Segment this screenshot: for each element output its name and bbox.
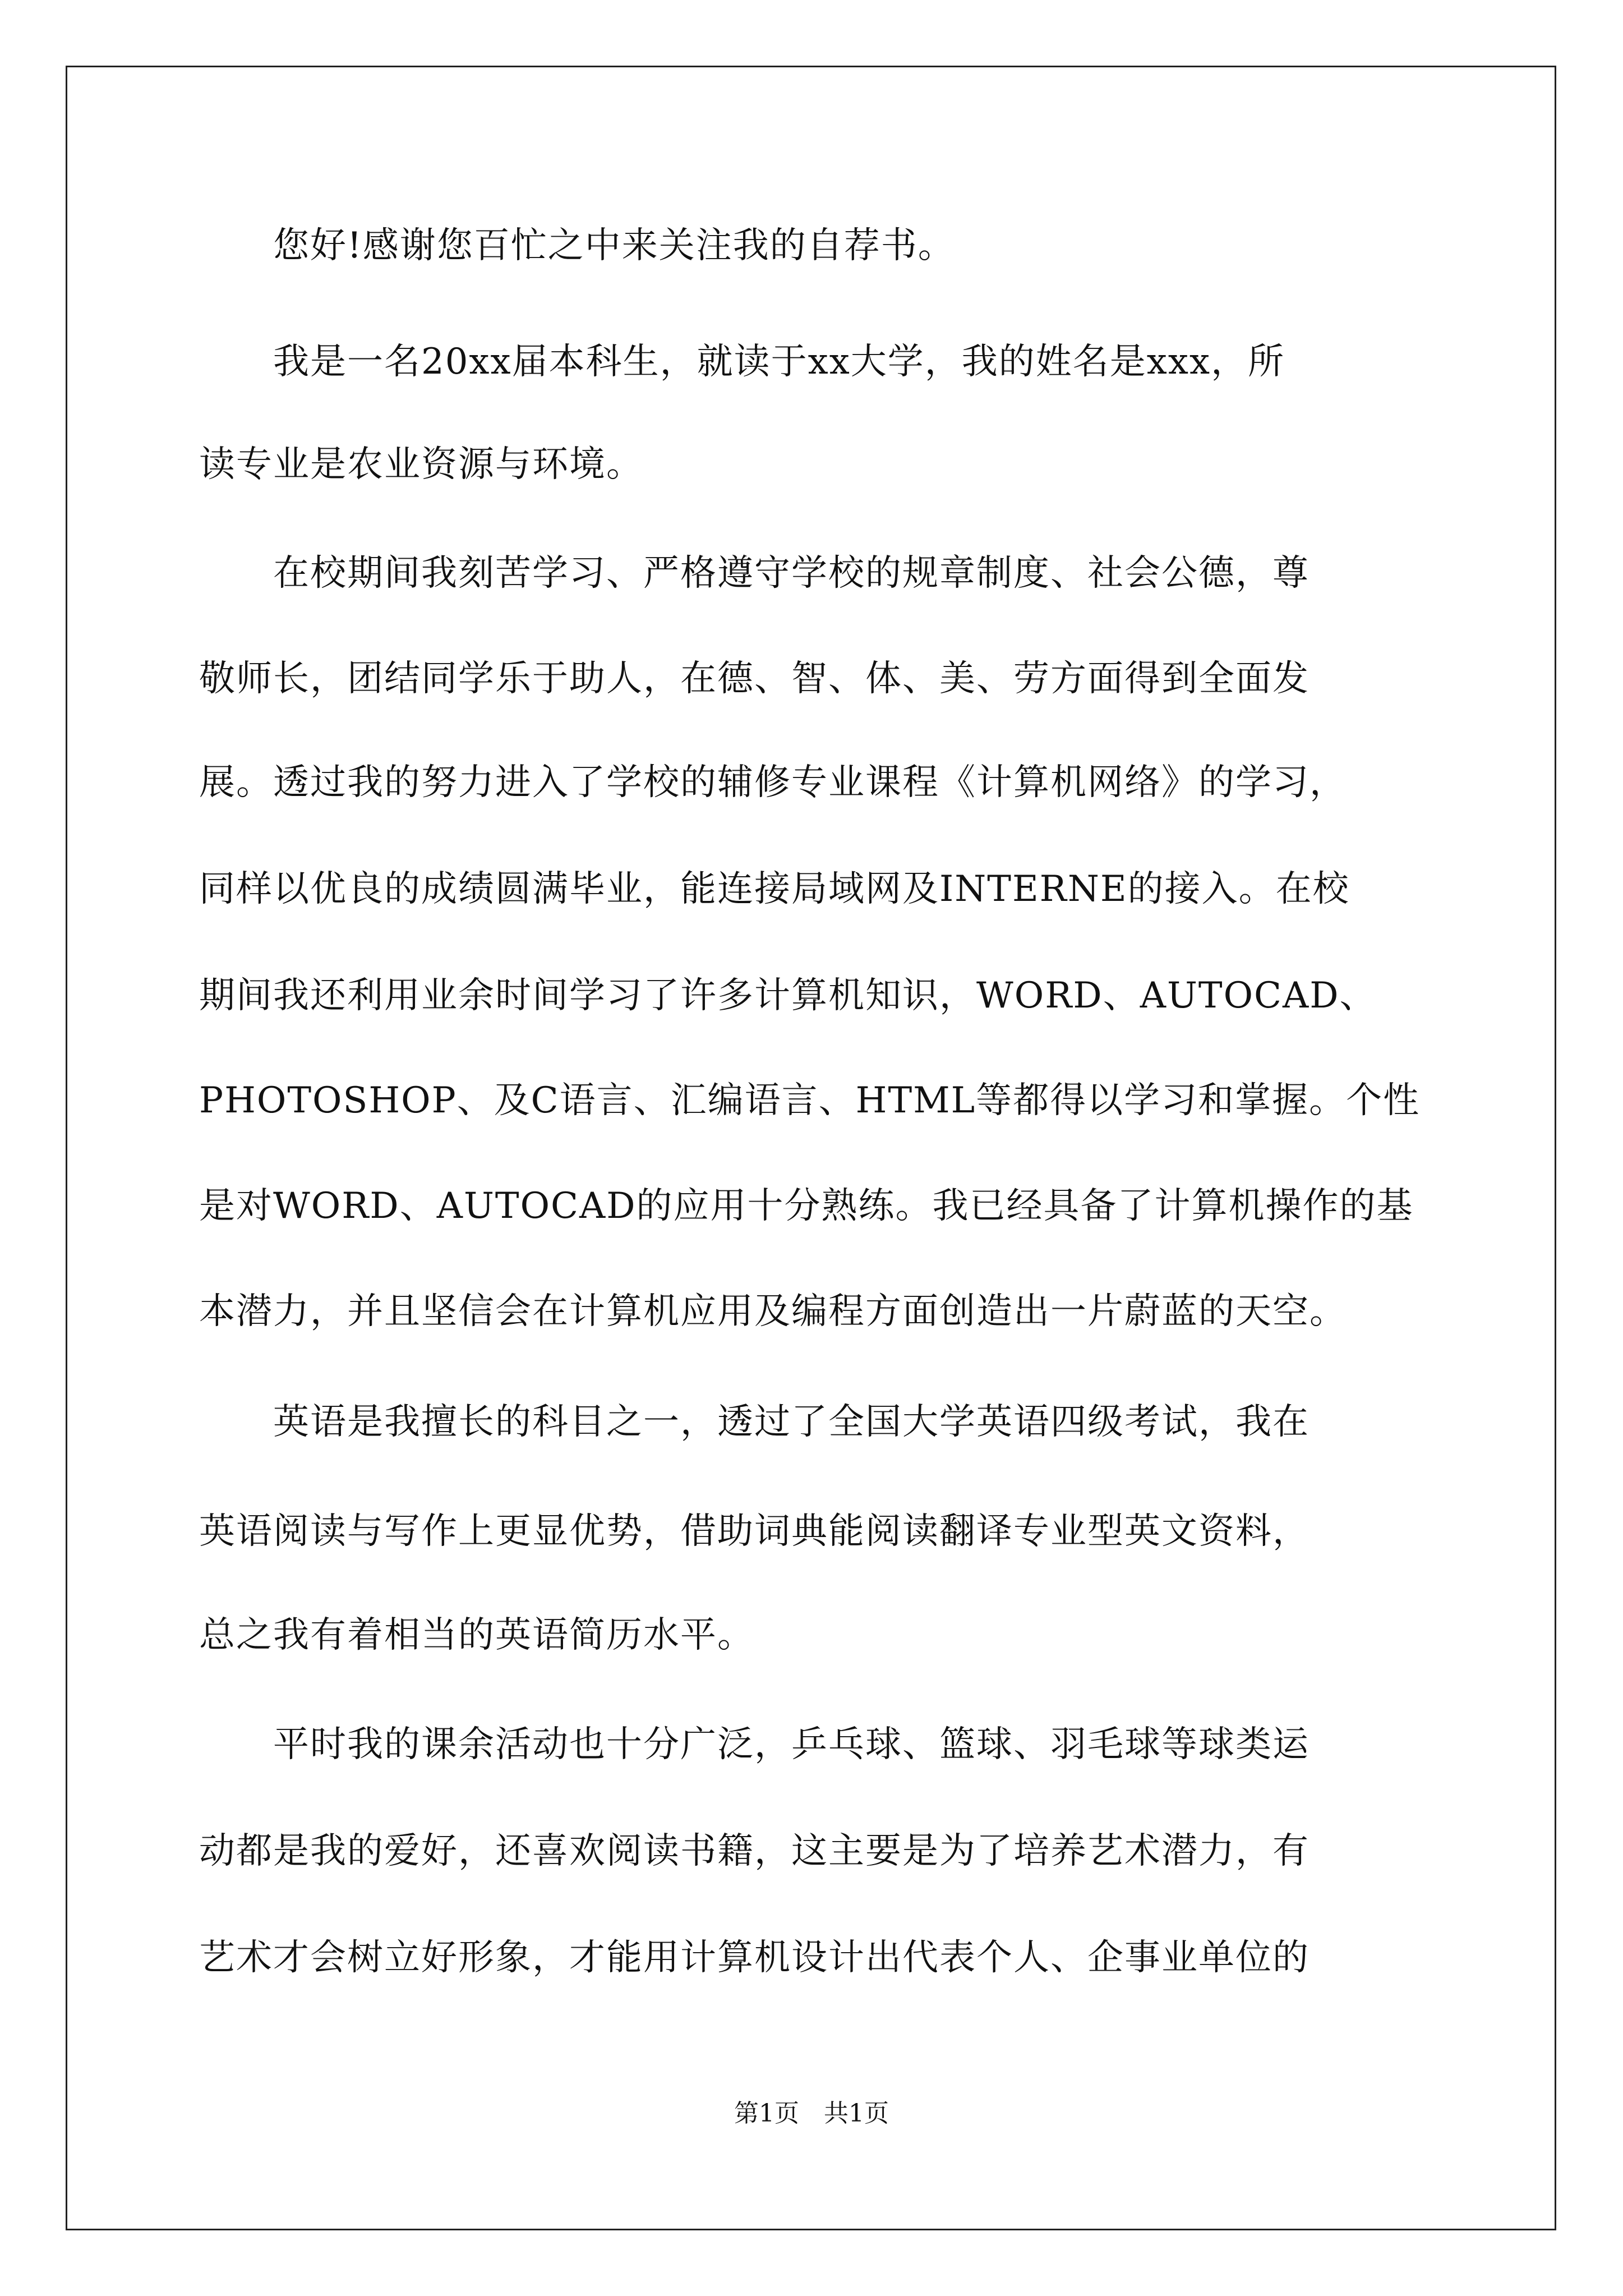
text-line: 英语是我擅长的科目之一，透过了全国大学英语四级考试，我在 [199,1401,1310,1443]
text-line: 英语阅读与写作上更显优势，借助词典能阅读翻译专业型英文资料， [199,1511,1310,1552]
text-line: 总之我有着相当的英语简历水平。 [199,1614,754,1656]
text-line: 展。透过我的努力进入了学校的辅修专业课程《计算机网络》的学习， [199,762,1347,803]
text-line: 艺术才会树立好形象，才能用计算机设计出代表个人、企事业单位的 [199,1937,1310,1978]
text-line: PHOTOSHOP、及C语言、汇编语言、HTML等都得以学习和掌握。个性 [199,1080,1421,1121]
text-line: 动都是我的爱好，还喜欢阅读书籍，这主要是为了培养艺术潜力，有 [199,1830,1310,1872]
page-footer [0,2097,1623,2131]
text-line: 期间我还利用业余时间学习了许多计算机知识，WORD、AUTOCAD、 [199,975,1377,1016]
text-line: 同样以优良的成绩圆满毕业，能连接局域网及INTERNE的接入。在校 [199,868,1350,910]
text-line: 敬师长，团结同学乐于助人，在德、智、体、美、劳方面得到全面发 [199,658,1310,700]
text-line: 平时我的课余活动也十分广泛，乒乓球、篮球、羽毛球等球类运 [199,1724,1310,1765]
text-line: 您好!感谢您百忙之中来关注我的自荐书。 [199,225,955,266]
text-line: 在校期间我刻苦学习、严格遵守学校的规章制度、社会公德，尊 [199,553,1310,594]
text-line: 是对WORD、AUTOCAD的应用十分熟练。我已经具备了计算机操作的基 [199,1185,1414,1227]
page-number: 第1页 [734,2099,799,2128]
text-line: 本潜力，并且坚信会在计算机应用及编程方面创造出一片蔚蓝的天空。 [199,1291,1347,1332]
text-line: 我是一名20xx届本科生，就读于xx大学，我的姓名是xxx，所 [199,341,1285,383]
text-line: 读专业是农业资源与环境。 [199,444,643,485]
page-total: 共1页 [824,2099,889,2128]
page-border [66,66,1556,2230]
